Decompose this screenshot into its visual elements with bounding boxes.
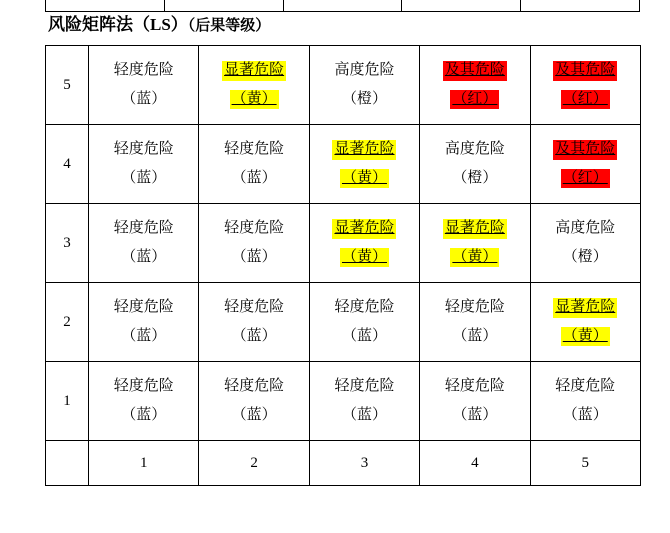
risk-level-blue [420,362,529,440]
risk-level-color: （橙） [562,248,608,265]
risk-level-color: （蓝） [452,327,498,344]
risk-level-name: 高度危险 [334,62,395,79]
risk-level-orange [310,46,419,124]
matrix-cell [420,362,530,441]
risk-level-blue [199,283,308,361]
risk-level-name: 显著危险 [443,219,507,238]
matrix-cell [309,283,419,362]
matrix-cell [199,362,309,441]
risk-level-blue [89,204,198,282]
matrix-cell [530,204,640,283]
risk-level-red [531,125,640,203]
risk-level-color: （蓝） [231,248,277,265]
column-label-consequence: 2 [199,441,309,486]
risk-level-color: （橙） [452,169,498,186]
matrix-cell [89,46,199,125]
column-label-consequence: 3 [309,441,419,486]
matrix-cell [420,46,530,125]
risk-level-color: （黄） [450,248,499,267]
risk-level-orange [420,125,529,203]
risk-level-yellow [310,125,419,203]
table-row [46,362,641,441]
matrix-corner-cell [46,441,89,486]
matrix-cell [309,362,419,441]
matrix-cell [530,125,640,204]
risk-level-name: 轻度危险 [224,220,285,237]
risk-level-color: （蓝） [452,406,498,423]
page-title [48,10,648,35]
table-row [46,283,641,362]
row-label-likelihood: 5 [46,46,89,125]
matrix-cell [309,204,419,283]
risk-level-blue [531,362,640,440]
risk-level-blue [89,125,198,203]
risk-level-color: （蓝） [231,327,277,344]
risk-level-color: （蓝） [121,327,167,344]
risk-level-name: 及其危险 [553,61,617,80]
risk-level-name: 轻度危险 [113,141,174,158]
risk-level-blue [310,283,419,361]
risk-level-name: 高度危险 [444,141,505,158]
table-row [46,125,641,204]
risk-level-color: （蓝） [341,327,387,344]
page-title-main: 风险矩阵法（LS） [48,15,188,34]
risk-level-color: （蓝） [341,406,387,423]
risk-level-blue [89,283,198,361]
matrix-cell [199,46,309,125]
row-label-likelihood: 1 [46,362,89,441]
risk-level-name: 及其危险 [553,140,617,159]
risk-level-blue [420,283,529,361]
matrix-cell [89,362,199,441]
risk-level-color: （蓝） [562,406,608,423]
table-row [46,46,641,125]
matrix-cell [420,283,530,362]
risk-level-name: 轻度危险 [224,378,285,395]
risk-level-yellow [420,204,529,282]
risk-level-name: 轻度危险 [334,299,395,316]
risk-level-color: （蓝） [121,169,167,186]
matrix-cell [530,283,640,362]
column-label-consequence: 1 [89,441,199,486]
risk-level-red [531,46,640,124]
risk-level-blue [310,362,419,440]
risk-level-color: （蓝） [121,90,167,107]
row-label-likelihood: 2 [46,283,89,362]
column-label-consequence: 4 [420,441,530,486]
risk-level-color: （蓝） [231,406,277,423]
risk-level-blue [199,125,308,203]
matrix-cell [309,125,419,204]
row-label-likelihood: 4 [46,125,89,204]
risk-level-name: 高度危险 [555,220,616,237]
risk-level-name: 轻度危险 [224,141,285,158]
matrix-cell [89,204,199,283]
risk-level-name: 轻度危险 [113,62,174,79]
matrix-cell [199,283,309,362]
risk-level-blue [89,362,198,440]
matrix-cell [89,125,199,204]
risk-level-color: （红） [450,90,499,109]
matrix-cell [199,204,309,283]
column-label-consequence: 5 [530,441,640,486]
table-row [46,441,641,486]
risk-level-color: （橙） [341,90,387,107]
risk-level-yellow [310,204,419,282]
risk-level-yellow [199,46,308,124]
risk-matrix-container [45,45,640,486]
risk-level-yellow [531,283,640,361]
risk-level-name: 轻度危险 [444,299,505,316]
matrix-cell [199,125,309,204]
risk-level-color: （黄） [561,327,610,346]
risk-level-blue [199,362,308,440]
matrix-cell [420,204,530,283]
risk-level-orange [531,204,640,282]
risk-level-name: 轻度危险 [113,378,174,395]
matrix-cell [309,46,419,125]
risk-level-color: （蓝） [231,169,277,186]
risk-level-name: 显著危险 [222,61,286,80]
risk-level-color: （红） [561,169,610,188]
risk-level-name: 显著危险 [332,219,396,238]
row-label-likelihood: 3 [46,204,89,283]
risk-level-red [420,46,529,124]
risk-level-name: 轻度危险 [224,299,285,316]
risk-level-name: 显著危险 [332,140,396,159]
risk-level-name: 轻度危险 [334,378,395,395]
matrix-cell [420,125,530,204]
risk-level-color: （黄） [230,90,279,109]
matrix-cell [530,46,640,125]
risk-level-blue [89,46,198,124]
risk-level-name: 及其危险 [443,61,507,80]
matrix-cell [530,362,640,441]
risk-level-color: （红） [561,90,610,109]
risk-level-color: （蓝） [121,406,167,423]
table-row [46,204,641,283]
risk-level-name: 轻度危险 [444,378,505,395]
risk-level-blue [199,204,308,282]
risk-level-color: （黄） [340,248,389,267]
matrix-cell [89,283,199,362]
risk-matrix-table [45,45,641,486]
risk-level-name: 显著危险 [553,298,617,317]
page-title-sub: （后果等级） [187,18,271,34]
risk-level-color: （黄） [340,169,389,188]
risk-level-color: （蓝） [121,248,167,265]
risk-level-name: 轻度危险 [113,220,174,237]
risk-level-name: 轻度危险 [113,299,174,316]
risk-level-name: 轻度危险 [555,378,616,395]
